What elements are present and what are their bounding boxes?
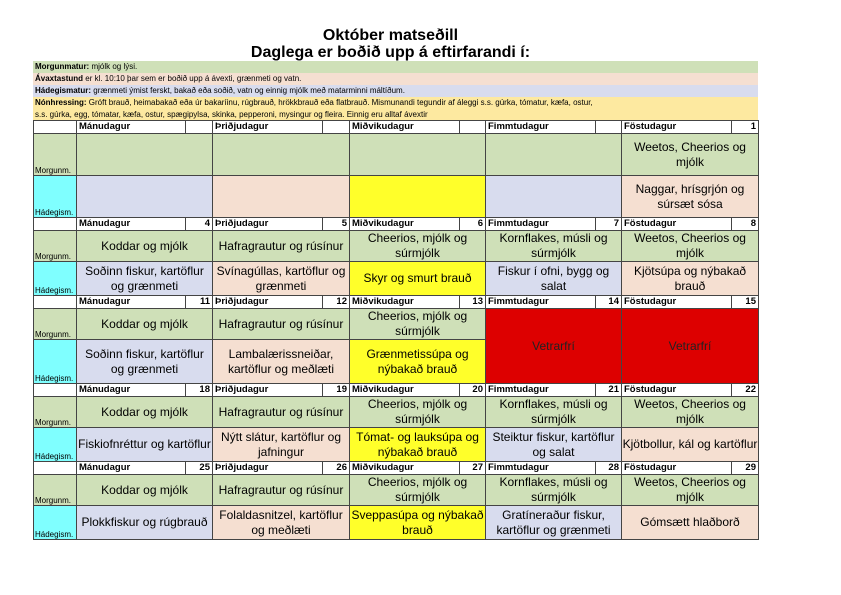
lunch-menu-cell — [486, 176, 622, 218]
morning-row — [34, 475, 759, 506]
date-number: 22 — [732, 384, 759, 397]
info-text: mjólk og lýsi. — [91, 62, 138, 71]
date-number: 1 — [732, 121, 759, 134]
lunch-menu-cell: Kjötbollur, kál og kartöflur — [622, 428, 759, 462]
day-name: Miðvikudagur — [350, 218, 460, 231]
date-number: 26 — [323, 462, 350, 475]
morning-menu-cell: Hafragrautur og rúsínur — [213, 309, 350, 340]
date-number — [460, 121, 486, 134]
holiday-cell: Vetrarfrí — [486, 309, 622, 384]
lunch-row — [34, 506, 759, 540]
day-name: Mánudagur — [77, 462, 186, 475]
lunch-menu-cell: Steiktur fiskur, kartöflur og salat — [486, 428, 622, 462]
day-name: Fimmtudagur — [486, 218, 596, 231]
lunch-menu-cell: Folaldasnitzel, kartöflur og meðlæti — [213, 506, 350, 540]
lunch-menu-cell: Kjötsúpa og nýbakað brauð — [622, 262, 759, 296]
day-name: Föstudagur — [622, 462, 732, 475]
header-spacer — [34, 384, 77, 397]
row-label-lunch: Hádegism. — [34, 428, 77, 462]
day-name: Föstudagur — [622, 296, 732, 309]
day-name: Þriðjudagur — [213, 218, 323, 231]
row-label-morning: Morgunm. — [34, 397, 77, 428]
lunch-menu-cell: Fiskiofnréttur og kartöflur — [77, 428, 213, 462]
morning-menu-cell — [486, 134, 622, 176]
morning-menu-cell: Koddar og mjólk — [77, 309, 213, 340]
lunch-menu-cell — [213, 176, 350, 218]
morning-row — [34, 134, 759, 176]
row-label-lunch: Hádegism. — [34, 506, 77, 540]
day-name: Mánudagur — [77, 218, 186, 231]
date-number: 6 — [460, 218, 486, 231]
row-label-lunch: Hádegism. — [34, 340, 77, 384]
morning-menu-cell: Hafragrautur og rúsínur — [213, 231, 350, 262]
lunch-row — [34, 176, 759, 218]
morning-menu-cell: Koddar og mjólk — [77, 475, 213, 506]
day-name: Þriðjudagur — [213, 384, 323, 397]
info-nonhressing — [33, 97, 758, 120]
week-header-row — [34, 384, 759, 397]
holiday-cell: Vetrarfrí — [622, 309, 759, 384]
morning-menu-cell — [77, 134, 213, 176]
morning-row — [34, 397, 759, 428]
morning-menu-cell: Kornflakes, músli og súrmjólk — [486, 231, 622, 262]
date-number: 28 — [596, 462, 622, 475]
morning-menu-cell: Koddar og mjólk — [77, 231, 213, 262]
day-name: Föstudagur — [622, 121, 732, 134]
header-spacer — [34, 462, 77, 475]
date-number — [323, 121, 350, 134]
date-number: 7 — [596, 218, 622, 231]
day-name: Miðvikudagur — [350, 296, 460, 309]
lunch-menu-cell: Fiskur í ofni, bygg og salat — [486, 262, 622, 296]
morning-menu-cell: Cheerios, mjólk og súrmjólk — [350, 309, 486, 340]
lunch-row — [34, 428, 759, 462]
info-text: Gróft brauð, heimabakað eða úr bakaríinu, rúgbrauð, hrökkbrauð eða flatbrauð. Mismunandi tegundir af áleggi s.s. gúrka, tómatur, kæfa, ostur, — [88, 98, 593, 107]
morning-menu-cell: Hafragrautur og rúsínur — [213, 397, 350, 428]
date-number: 29 — [732, 462, 759, 475]
info-hadegismatur — [33, 85, 758, 97]
date-number: 18 — [186, 384, 213, 397]
date-number: 25 — [186, 462, 213, 475]
info-text: s.s. gúrka, egg, tómatar, kæfa, ostur, spægipylsa, skinka, pepperoni, mysingur og fleira. Einnig eru alltaf ávextir — [35, 110, 428, 119]
menu-table — [33, 120, 759, 540]
date-number: 12 — [323, 296, 350, 309]
info-text: er kl. 10:10 þar sem er boðið upp á ávexti, grænmeti og vatn. — [85, 74, 302, 83]
lunch-menu-cell: Soðinn fiskur, kartöflur og grænmeti — [77, 262, 213, 296]
day-name: Mánudagur — [77, 384, 186, 397]
morning-menu-cell: Cheerios, mjólk og súrmjólk — [350, 231, 486, 262]
day-name: Föstudagur — [622, 218, 732, 231]
day-name: Miðvikudagur — [350, 462, 460, 475]
lunch-menu-cell: Soðinn fiskur, kartöflur og grænmeti — [77, 340, 213, 384]
info-label: Nónhressing: — [35, 98, 87, 107]
lunch-menu-cell: Sveppasúpa og nýbakað brauð — [350, 506, 486, 540]
row-label-morning: Morgunm. — [34, 309, 77, 340]
week-header-row — [34, 218, 759, 231]
day-name: Fimmtudagur — [486, 121, 596, 134]
day-name: Föstudagur — [622, 384, 732, 397]
day-name: Fimmtudagur — [486, 296, 596, 309]
row-label-lunch: Hádegism. — [34, 262, 77, 296]
date-number: 15 — [732, 296, 759, 309]
day-name: Þriðjudagur — [213, 121, 323, 134]
morning-row — [34, 309, 759, 340]
lunch-menu-cell: Tómat- og lauksúpa og nýbakað brauð — [350, 428, 486, 462]
menu-subtitle: Daglega er boðið upp á eftirfarandi í: — [250, 44, 531, 61]
info-morgunmatur — [33, 61, 758, 73]
date-number: 21 — [596, 384, 622, 397]
week-header-row — [34, 296, 759, 309]
day-name: Þriðjudagur — [213, 296, 323, 309]
date-number: 11 — [186, 296, 213, 309]
day-name: Miðvikudagur — [350, 384, 460, 397]
lunch-menu-cell: Lambalærissneiðar, kartöflur og meðlæti — [213, 340, 350, 384]
header-spacer — [34, 296, 77, 309]
morning-menu-cell: Weetos, Cheerios og mjólk — [622, 134, 759, 176]
week-header-row — [34, 121, 759, 134]
lunch-row — [34, 262, 759, 296]
morning-menu-cell: Hafragrautur og rúsínur — [213, 475, 350, 506]
menu-title: Október matseðill — [322, 27, 459, 44]
lunch-menu-cell: Plokkfiskur og rúgbrauð — [77, 506, 213, 540]
row-label-morning: Morgunm. — [34, 134, 77, 176]
date-number — [186, 121, 213, 134]
morning-menu-cell: Koddar og mjólk — [77, 397, 213, 428]
row-label-lunch: Hádegism. — [34, 176, 77, 218]
week-header-row — [34, 462, 759, 475]
date-number: 19 — [323, 384, 350, 397]
lunch-menu-cell: Gómsætt hlaðborð — [622, 506, 759, 540]
info-label: Morgunmatur: — [35, 62, 90, 71]
day-name: Mánudagur — [77, 296, 186, 309]
lunch-menu-cell: Grænmetissúpa og nýbakað brauð — [350, 340, 486, 384]
date-number: 4 — [186, 218, 213, 231]
lunch-menu-cell — [77, 176, 213, 218]
day-name: Fimmtudagur — [486, 384, 596, 397]
morning-menu-cell: Cheerios, mjólk og súrmjólk — [350, 475, 486, 506]
header-spacer — [34, 121, 77, 134]
lunch-menu-cell: Svínagúllas, kartöflur og grænmeti — [213, 262, 350, 296]
morning-menu-cell — [350, 134, 486, 176]
lunch-menu-cell — [350, 176, 486, 218]
morning-menu-cell: Weetos, Cheerios og mjólk — [622, 231, 759, 262]
date-number: 13 — [460, 296, 486, 309]
row-label-morning: Morgunm. — [34, 231, 77, 262]
date-number: 14 — [596, 296, 622, 309]
morning-menu-cell: Cheerios, mjólk og súrmjólk — [350, 397, 486, 428]
date-number: 8 — [732, 218, 759, 231]
date-number — [596, 121, 622, 134]
morning-menu-cell: Weetos, Cheerios og mjólk — [622, 475, 759, 506]
morning-menu-cell: Kornflakes, músli og súrmjólk — [486, 397, 622, 428]
day-name: Mánudagur — [77, 121, 186, 134]
date-number: 27 — [460, 462, 486, 475]
header-spacer — [34, 218, 77, 231]
morning-menu-cell — [213, 134, 350, 176]
morning-row — [34, 231, 759, 262]
lunch-menu-cell: Nýtt slátur, kartöflur og jafningur — [213, 428, 350, 462]
info-label: Ávaxtastund — [35, 74, 84, 83]
day-name: Þriðjudagur — [213, 462, 323, 475]
morning-menu-cell: Weetos, Cheerios og mjólk — [622, 397, 759, 428]
morning-menu-cell: Kornflakes, músli og súrmjólk — [486, 475, 622, 506]
day-name: Fimmtudagur — [486, 462, 596, 475]
lunch-menu-cell: Skyr og smurt brauð — [350, 262, 486, 296]
info-label: Hádegismatur: — [35, 86, 92, 95]
date-number: 20 — [460, 384, 486, 397]
lunch-menu-cell: Naggar, hrísgrjón og súrsæt sósa — [622, 176, 759, 218]
day-name: Miðvikudagur — [350, 121, 460, 134]
date-number: 5 — [323, 218, 350, 231]
info-avaxtastund — [33, 73, 758, 85]
info-text: grænmeti ýmist ferskt, bakað eða soðið, vatn og einnig mjólk með matarminni máltíðum. — [93, 86, 405, 95]
lunch-menu-cell: Gratíneraður fiskur, kartöflur og grænmeti — [486, 506, 622, 540]
row-label-morning: Morgunm. — [34, 475, 77, 506]
